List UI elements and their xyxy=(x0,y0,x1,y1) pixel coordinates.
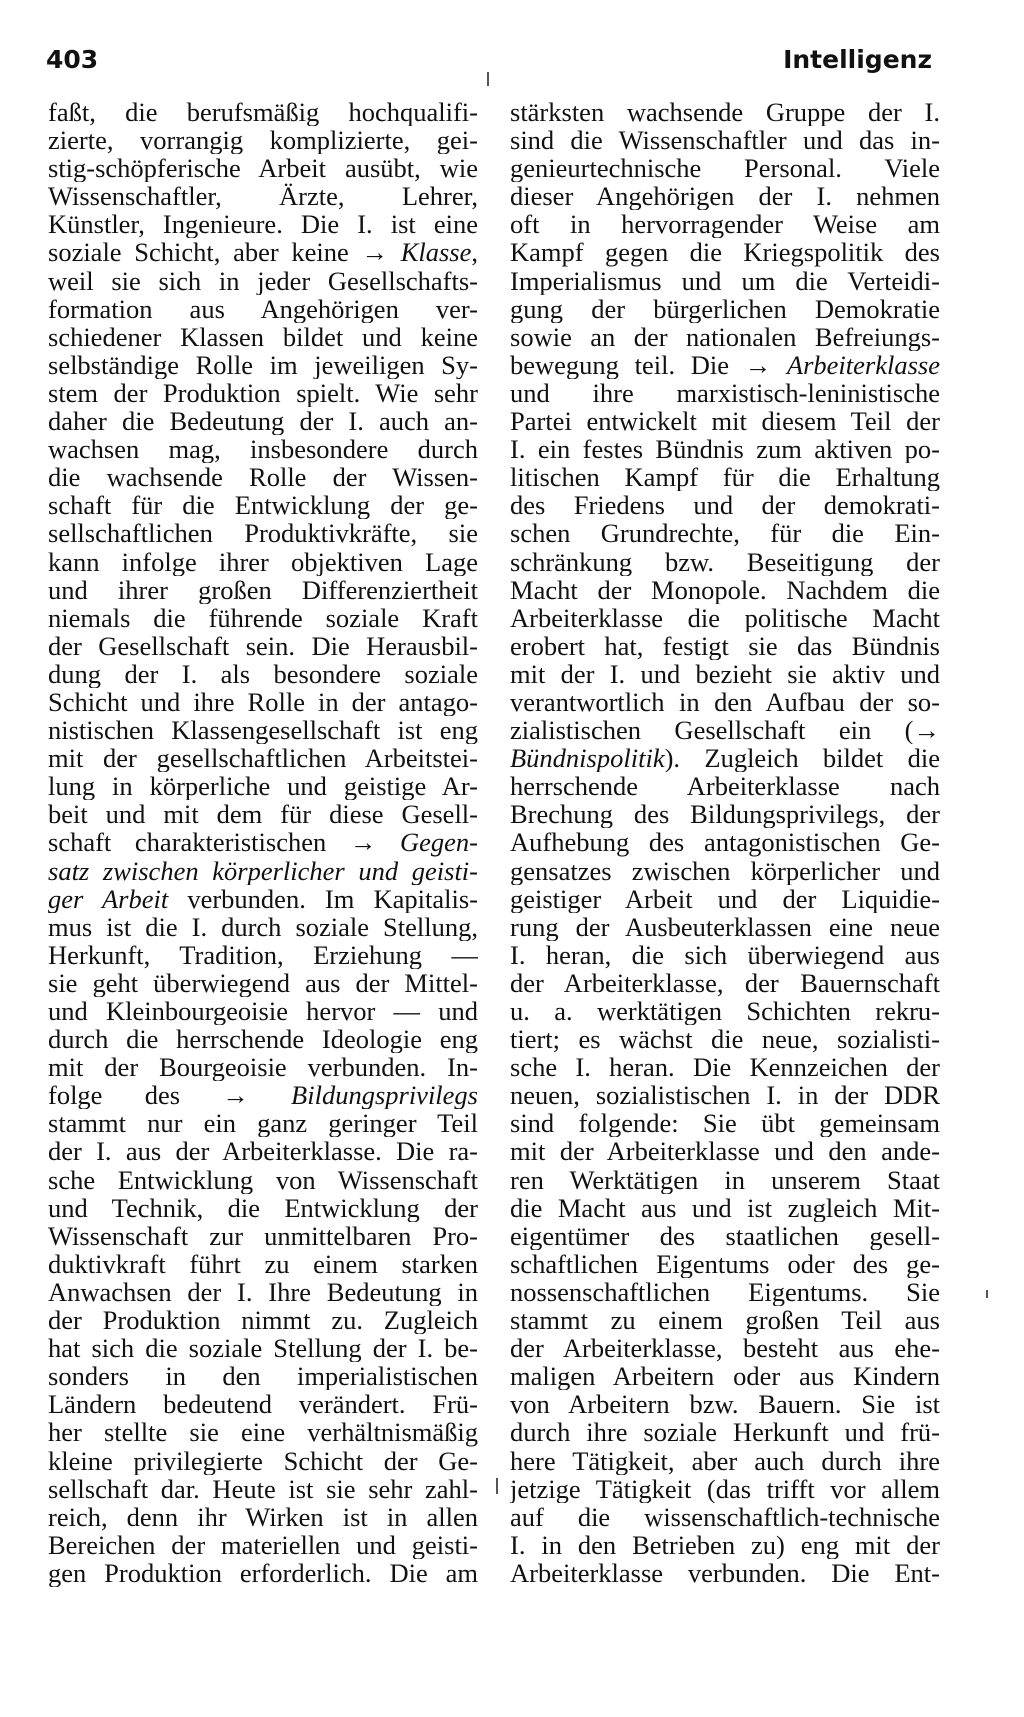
text-segment: stammt nur ein ganz geringer Teil xyxy=(48,1109,478,1138)
text-segment: und Kleinbourgeoisie hervor — und xyxy=(48,997,478,1026)
text-segment: stärksten wachsende Gruppe der I. xyxy=(510,98,940,127)
text-segment: gensatzes zwischen körperlicher und xyxy=(510,856,940,885)
text-segment: verbunden. Im Kapitalis- xyxy=(168,884,478,913)
text-line xyxy=(510,1475,940,1503)
text-line xyxy=(48,1025,478,1053)
text-line xyxy=(48,1306,478,1334)
text-line xyxy=(48,519,478,547)
running-head: Intelligenz xyxy=(783,45,932,74)
text-segment: zierte, vorrangig komplizierte, gei- xyxy=(48,126,478,155)
text-segment: sind die Wissenschaftler und das in- xyxy=(510,126,940,155)
cross-reference-term: Klasse xyxy=(400,238,472,267)
text-line xyxy=(48,1559,478,1587)
text-line xyxy=(510,913,940,941)
text-line xyxy=(510,1025,940,1053)
text-segment: stammt zu einem großen Teil aus xyxy=(510,1306,940,1335)
text-segment: genieurtechnische Personal. Viele xyxy=(510,154,940,183)
text-segment: herrschende Arbeiterklasse nach xyxy=(510,772,940,801)
text-segment: der Arbeiterklasse, der Bauernschaft xyxy=(510,968,940,997)
text-segment: die wachsende Rolle der Wissen- xyxy=(48,463,478,492)
text-line xyxy=(48,997,478,1025)
text-segment: schränkung bzw. Beseitigung der xyxy=(510,547,940,576)
text-line xyxy=(48,182,478,210)
text-segment: Arbeiterklasse verbunden. Die Ent- xyxy=(510,1558,940,1587)
text-line xyxy=(48,238,478,266)
text-line xyxy=(510,1418,940,1446)
text-line xyxy=(510,1109,940,1137)
margin-mark xyxy=(487,72,489,86)
text-line xyxy=(48,295,478,323)
text-segment: schaft charakteristischen → xyxy=(48,828,400,857)
text-line xyxy=(48,688,478,716)
text-line xyxy=(48,435,478,463)
text-line xyxy=(48,969,478,997)
text-segment: stem der Produktion spielt. Wie sehr xyxy=(48,378,478,408)
text-line xyxy=(510,519,940,547)
text-line xyxy=(510,1137,940,1165)
text-segment: wachsen mag, insbesondere durch xyxy=(48,435,478,464)
text-line xyxy=(48,1447,478,1475)
text-segment: kleine privilegierte Schicht der Ge- xyxy=(48,1446,478,1475)
text-segment: mit der gesellschaftlichen Arbeitstei- xyxy=(48,744,478,773)
text-segment: durch die herrschende Ideologie eng xyxy=(48,1025,478,1054)
text-segment: mit der Bourgeoisie verbunden. In- xyxy=(48,1053,478,1082)
text-line xyxy=(48,379,478,407)
text-line xyxy=(48,800,478,828)
text-column-left xyxy=(48,98,478,1587)
text-line xyxy=(48,407,478,435)
text-line xyxy=(48,351,478,379)
text-segment: I. in den Betrieben zu) eng mit der xyxy=(510,1530,940,1559)
text-line xyxy=(48,913,478,941)
text-segment: beit und mit dem für diese Gesell- xyxy=(48,800,478,829)
text-segment: selbständige Rolle im jeweiligen Sy- xyxy=(48,350,478,379)
text-line xyxy=(510,885,940,913)
text-segment: hat sich die soziale Stellung der I. be- xyxy=(48,1334,478,1363)
text-line xyxy=(510,1334,940,1362)
text-line xyxy=(510,548,940,576)
text-line xyxy=(510,323,940,351)
text-segment: her stellte sie eine verhältnismäßig xyxy=(48,1418,478,1447)
text-line xyxy=(510,1278,940,1306)
text-segment: der I. aus der Arbeiterklasse. Die ra- xyxy=(48,1137,478,1166)
text-segment: der Produktion nimmt zu. Zugleich xyxy=(48,1306,478,1335)
cross-reference-term: Gegen- xyxy=(400,828,478,857)
text-line xyxy=(510,800,940,828)
text-line xyxy=(510,351,940,379)
text-segment: auf die wissenschaftlich-technische xyxy=(510,1502,940,1531)
text-line xyxy=(510,463,940,491)
text-line xyxy=(510,1053,940,1081)
text-segment: ren Werktätigen in unserem Staat xyxy=(510,1165,940,1194)
text-line xyxy=(510,1447,940,1475)
text-segment: mus ist die I. durch soziale Stellung, xyxy=(48,912,478,941)
text-line xyxy=(510,1250,940,1278)
text-segment: schen Grundrechte, für die Ein- xyxy=(510,519,940,548)
text-segment: eigentümer des staatlichen gesell- xyxy=(510,1221,940,1250)
text-line xyxy=(510,210,940,238)
text-segment: lung in körperliche und geistige Ar- xyxy=(48,772,478,801)
text-line xyxy=(510,997,940,1025)
text-line xyxy=(510,154,940,182)
text-line xyxy=(48,491,478,519)
text-segment: Brechung des Bildungsprivilegs, der xyxy=(510,800,940,829)
text-segment: Aufhebung des antagonistischen Ge- xyxy=(510,828,940,857)
text-segment: kann infolge ihrer objektiven Lage xyxy=(48,547,478,576)
text-segment: gen Produktion erforderlich. Die am xyxy=(48,1558,478,1587)
text-segment: und ihrer großen Differenziertheit xyxy=(48,575,478,604)
text-segment: sonders in den imperialistischen xyxy=(48,1362,478,1391)
text-segment: sind folgende: Sie übt gemeinsam xyxy=(510,1109,940,1138)
text-segment: des Friedens und der demokrati- xyxy=(510,491,940,520)
text-line xyxy=(48,267,478,295)
text-segment: duktivkraft führt zu einem starken xyxy=(48,1249,478,1278)
text-segment: I. heran, die sich überwiegend aus xyxy=(510,940,940,969)
text-line xyxy=(510,1306,940,1334)
text-segment: soziale Schicht, aber keine → xyxy=(48,238,401,267)
text-line xyxy=(48,1418,478,1446)
text-line xyxy=(510,772,940,800)
text-segment: Anwachsen der I. Ihre Bedeutung in xyxy=(48,1277,478,1307)
text-line xyxy=(510,828,940,856)
text-line xyxy=(48,548,478,576)
text-line xyxy=(48,1166,478,1194)
text-line xyxy=(510,435,940,463)
text-segment: Macht der Monopole. Nachdem die xyxy=(510,575,940,604)
text-line xyxy=(48,1081,478,1109)
text-segment: oft in hervorragender Weise am xyxy=(510,210,940,239)
text-segment: mit der Arbeiterklasse und den ande- xyxy=(510,1137,940,1166)
text-segment: stig-schöpferische Arbeit ausübt, wie xyxy=(48,154,478,183)
text-segment: und Technik, die Entwicklung der xyxy=(48,1193,478,1222)
text-segment: reich, denn ihr Wirken ist in allen xyxy=(48,1502,478,1531)
text-segment: niemals die führende soziale Kraft xyxy=(48,603,478,632)
text-segment: sellschaftlichen Produktivkräfte, sie xyxy=(48,519,478,548)
text-line xyxy=(510,1222,940,1250)
text-line xyxy=(48,1531,478,1559)
text-segment: sie geht überwiegend aus der Mittel- xyxy=(48,968,478,997)
text-line xyxy=(48,857,478,885)
text-segment: schaft für die Entwicklung der ge- xyxy=(48,491,478,520)
text-line xyxy=(48,885,478,913)
text-line xyxy=(48,828,478,856)
text-segment: sche Entwicklung von Wissenschaft xyxy=(48,1165,478,1194)
text-segment: die Macht aus und ist zugleich Mit- xyxy=(510,1193,940,1222)
text-line xyxy=(510,407,940,435)
text-line xyxy=(510,604,940,632)
cross-reference-term: ger Arbeit xyxy=(48,884,169,913)
text-line xyxy=(510,969,940,997)
text-line xyxy=(510,1166,940,1194)
text-segment: folge des → xyxy=(48,1081,292,1110)
text-line xyxy=(48,1053,478,1081)
text-line xyxy=(510,716,940,744)
cross-reference-term: Bündnispolitik xyxy=(510,744,665,773)
text-line xyxy=(510,182,940,210)
text-line xyxy=(510,688,940,716)
text-line xyxy=(510,238,940,266)
text-segment: weil sie sich in jeder Gesellschafts- xyxy=(48,266,478,295)
text-line xyxy=(510,1531,940,1559)
text-segment: Arbeiterklasse die politische Macht xyxy=(510,603,940,632)
text-column-right xyxy=(510,98,940,1587)
text-segment: jetzige Tätigkeit (das trifft vor allem xyxy=(510,1474,940,1503)
cross-reference-term: satz zwischen körperlicher und geisti- xyxy=(48,856,478,885)
text-line xyxy=(510,632,940,660)
text-segment: erobert hat, festigt sie das Bündnis xyxy=(510,631,940,660)
text-segment: here Tätigkeit, aber auch durch ihre xyxy=(510,1446,940,1475)
text-line xyxy=(48,463,478,491)
text-line xyxy=(48,744,478,772)
text-segment: geistiger Arbeit und der Liquidie- xyxy=(510,884,940,913)
text-line xyxy=(48,1194,478,1222)
text-segment: rung der Ausbeuterklassen eine neue xyxy=(510,912,940,941)
text-segment: Ländern bedeutend verändert. Frü- xyxy=(48,1390,478,1419)
text-line xyxy=(510,660,940,688)
text-segment: neuen, sozialistischen I. in der DDR xyxy=(510,1081,940,1110)
text-segment: , xyxy=(471,238,478,267)
text-line xyxy=(48,1137,478,1165)
text-segment: von Arbeitern bzw. Bauern. Sie ist xyxy=(510,1390,940,1419)
text-line xyxy=(48,126,478,154)
text-segment: dieser Angehörigen der I. nehmen xyxy=(510,182,940,211)
text-line xyxy=(48,716,478,744)
text-line xyxy=(48,772,478,800)
text-segment: daher die Bedeutung der I. auch an- xyxy=(48,407,478,436)
text-segment: Herkunft, Tradition, Erziehung — xyxy=(48,940,478,969)
text-line xyxy=(48,604,478,632)
text-segment: Schicht und ihre Rolle in der antago- xyxy=(48,687,478,717)
text-line xyxy=(510,1559,940,1587)
text-segment: Bereichen der materiellen und geisti- xyxy=(48,1530,478,1559)
text-line xyxy=(510,857,940,885)
text-line xyxy=(48,1222,478,1250)
text-segment: Kampf gegen die Kriegspolitik des xyxy=(510,238,940,267)
text-segment: tiert; es wächst die neue, sozialisti- xyxy=(510,1025,940,1054)
text-segment: mit der I. und bezieht sie aktiv und xyxy=(510,659,940,688)
text-segment: zialistischen Gesellschaft ein (→ xyxy=(510,716,940,745)
text-line xyxy=(510,941,940,969)
text-segment: Künstler, Ingenieure. Die I. ist eine xyxy=(48,210,478,239)
text-line xyxy=(510,1390,940,1418)
text-segment: faßt, die berufsmäßig hochqualifi- xyxy=(48,98,478,127)
text-line xyxy=(48,98,478,126)
text-segment: formation aus Angehörigen ver- xyxy=(48,294,478,323)
text-line xyxy=(510,1503,940,1531)
page-header xyxy=(46,40,932,80)
text-segment: gung der bürgerlichen Demokratie xyxy=(510,294,940,323)
text-segment: nossenschaftlichen Eigentums. Sie xyxy=(510,1277,940,1307)
text-line xyxy=(48,1109,478,1137)
text-segment: und ihre marxistisch-leninistische xyxy=(510,378,940,408)
text-line xyxy=(48,660,478,688)
text-line xyxy=(48,1250,478,1278)
text-line xyxy=(48,1334,478,1362)
text-line xyxy=(48,1503,478,1531)
text-line xyxy=(48,1475,478,1503)
text-line xyxy=(510,1362,940,1390)
text-line xyxy=(48,1390,478,1418)
text-line xyxy=(510,98,940,126)
text-segment: Imperialismus und um die Verteidi- xyxy=(510,266,940,295)
text-line xyxy=(48,210,478,238)
cross-reference-term: Bildungsprivilegs xyxy=(291,1081,478,1110)
text-line xyxy=(48,323,478,351)
text-line xyxy=(48,1278,478,1306)
text-segment: bewegung teil. Die → xyxy=(510,350,787,379)
text-segment: nistischen Klassengesellschaft ist eng xyxy=(48,716,478,745)
text-line xyxy=(510,491,940,519)
text-segment: litischen Kampf für die Erhaltung xyxy=(510,463,940,492)
text-line xyxy=(510,379,940,407)
text-segment: verantwortlich in den Aufbau der so- xyxy=(510,687,940,717)
text-segment: der Gesellschaft sein. Die Herausbil- xyxy=(48,631,478,660)
text-segment: dung der I. als besondere soziale xyxy=(48,659,478,688)
text-segment: schaftlichen Eigentums oder des ge- xyxy=(510,1249,940,1278)
text-segment: sellschaft dar. Heute ist sie sehr zahl- xyxy=(48,1474,478,1503)
text-segment: Wissenschaftler, Ärzte, Lehrer, xyxy=(48,182,478,211)
text-segment: maligen Arbeitern oder aus Kindern xyxy=(510,1362,940,1391)
margin-mark xyxy=(986,1290,988,1298)
text-line xyxy=(510,267,940,295)
text-segment: I. ein festes Bündnis zum aktiven po- xyxy=(510,435,940,464)
text-line xyxy=(48,576,478,604)
text-segment: Wissenschaft zur unmittelbaren Pro- xyxy=(48,1221,478,1250)
text-segment: ). Zugleich bildet die xyxy=(664,744,940,773)
text-segment: der Arbeiterklasse, besteht aus ehe- xyxy=(510,1334,940,1363)
text-segment: Partei entwickelt mit diesem Teil der xyxy=(510,407,940,436)
text-line xyxy=(510,1081,940,1109)
text-line xyxy=(48,1362,478,1390)
text-line xyxy=(48,941,478,969)
text-line xyxy=(48,154,478,182)
text-segment: sche I. heran. Die Kennzeichen der xyxy=(510,1053,940,1082)
margin-mark xyxy=(496,1478,498,1494)
text-line xyxy=(510,744,940,772)
text-line xyxy=(510,295,940,323)
text-segment: durch ihre soziale Herkunft und frü- xyxy=(510,1418,940,1447)
text-line xyxy=(510,1194,940,1222)
text-segment: sowie an der nationalen Befreiungs- xyxy=(510,322,940,351)
text-segment: u. a. werktätigen Schichten rekru- xyxy=(510,997,940,1026)
text-line xyxy=(510,126,940,154)
page-number: 403 xyxy=(46,45,99,74)
text-line xyxy=(48,632,478,660)
text-segment: schiedener Klassen bildet und keine xyxy=(48,322,478,351)
text-line xyxy=(510,576,940,604)
cross-reference-term: Arbeiterklasse xyxy=(786,350,940,379)
